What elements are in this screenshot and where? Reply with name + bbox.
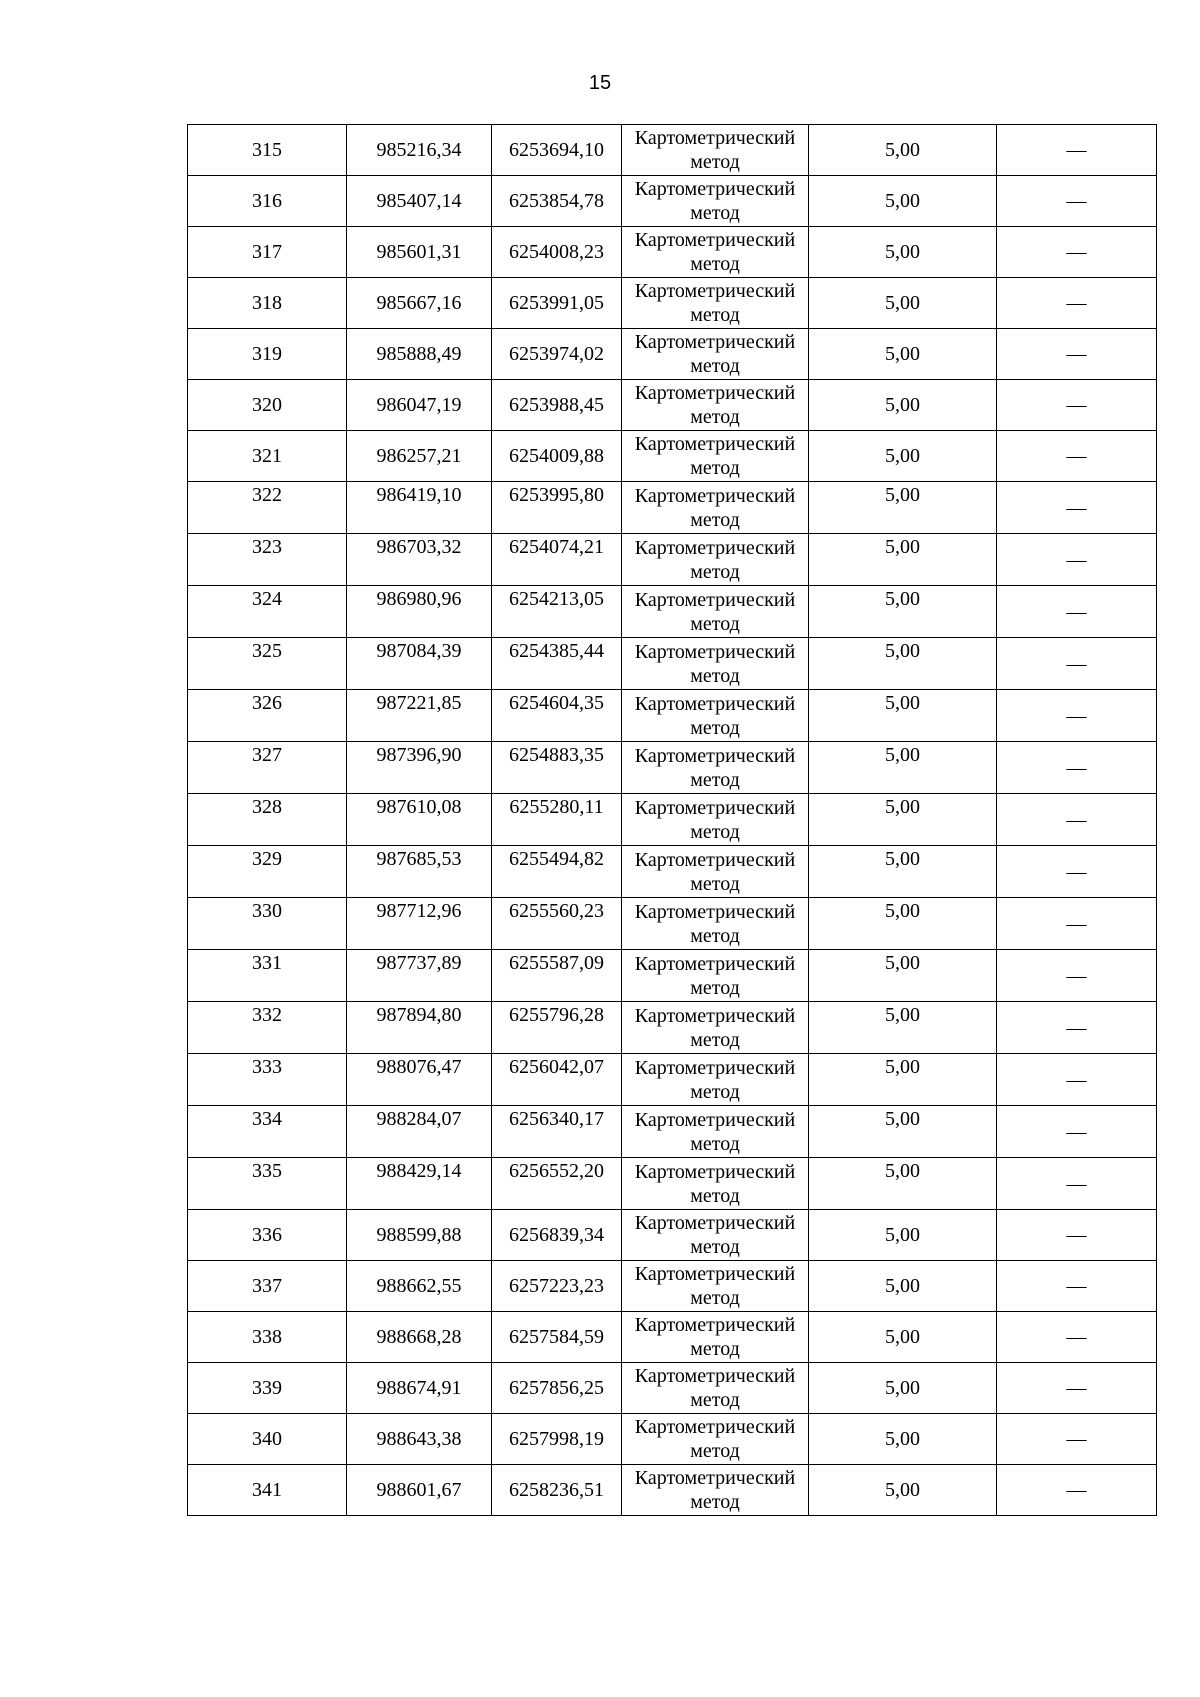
description-cell: [997, 176, 1157, 227]
method-line-1: Картометрический: [634, 484, 796, 507]
description-cell: [997, 690, 1157, 742]
accuracy-cell: 5,00: [809, 1106, 997, 1158]
method-cell: [622, 1363, 809, 1414]
coordinates-table-body: [188, 125, 1157, 1516]
coordinate-x-cell: 986980,96: [347, 586, 492, 638]
method-line-1: Картометрический: [634, 1365, 796, 1387]
method-line-2: метод: [690, 1287, 740, 1309]
method-cell: [622, 1465, 809, 1516]
table-row: [188, 125, 1157, 176]
method-line-2: метод: [690, 1389, 740, 1411]
table-row: [188, 1312, 1157, 1363]
dash-mark: —: [1066, 343, 1087, 365]
coordinate-y-cell: 6257584,59: [492, 1312, 622, 1363]
method-line-2: метод: [690, 151, 740, 173]
method-cell: [622, 1261, 809, 1312]
coordinate-y-cell: 6254008,23: [492, 227, 622, 278]
description-cell: [997, 227, 1157, 278]
coordinate-y-cell: 6253995,80: [492, 482, 622, 534]
coordinate-x-cell: 988601,67: [347, 1465, 492, 1516]
method-line-1: Картометрический: [634, 1467, 796, 1489]
method-line-1: Картометрический: [634, 229, 796, 251]
point-number-cell: 319: [188, 329, 347, 380]
accuracy-cell: 5,00: [809, 227, 997, 278]
method-line-2: метод: [690, 560, 740, 583]
method-line-1: Картометрический: [634, 1056, 796, 1079]
table-row: [188, 278, 1157, 329]
accuracy-cell: 5,00: [809, 1363, 997, 1414]
accuracy-cell: 5,00: [809, 1312, 997, 1363]
method-cell: [622, 1210, 809, 1261]
method-line-2: метод: [690, 768, 740, 791]
method-line-1: Картометрический: [634, 588, 796, 611]
coordinate-x-cell: 987221,85: [347, 690, 492, 742]
accuracy-cell: 5,00: [809, 1158, 997, 1210]
coordinate-x-cell: 988076,47: [347, 1054, 492, 1106]
method-line-1: Картометрический: [634, 744, 796, 767]
dash-mark: —: [1066, 1326, 1087, 1348]
method-cell: [622, 638, 809, 690]
accuracy-cell: 5,00: [809, 176, 997, 227]
accuracy-cell: 5,00: [809, 950, 997, 1002]
description-cell: [997, 846, 1157, 898]
coordinate-x-cell: 988643,38: [347, 1414, 492, 1465]
method-cell: [622, 482, 809, 534]
point-number-cell: 332: [188, 1002, 347, 1054]
point-number-cell: 324: [188, 586, 347, 638]
coordinate-y-cell: 6256042,07: [492, 1054, 622, 1106]
dash-mark: —: [1066, 241, 1087, 263]
coordinate-x-cell: 985888,49: [347, 329, 492, 380]
accuracy-cell: 5,00: [809, 431, 997, 482]
method-line-2: метод: [690, 820, 740, 843]
method-line-1: Картометрический: [634, 1004, 796, 1027]
point-number-cell: 335: [188, 1158, 347, 1210]
description-cell: [997, 125, 1157, 176]
coordinate-x-cell: 986257,21: [347, 431, 492, 482]
method-line-2: метод: [690, 1491, 740, 1513]
table-row: [188, 950, 1157, 1002]
table-row: [188, 794, 1157, 846]
description-cell: [997, 1363, 1157, 1414]
dash-mark: —: [1066, 1016, 1087, 1039]
dash-mark: —: [1066, 1120, 1087, 1143]
method-line-2: метод: [690, 1184, 740, 1207]
coordinate-y-cell: 6254604,35: [492, 690, 622, 742]
description-cell: [997, 278, 1157, 329]
description-cell: [997, 586, 1157, 638]
table-row: [188, 227, 1157, 278]
method-cell: [622, 380, 809, 431]
point-number-cell: 329: [188, 846, 347, 898]
coordinate-y-cell: 6253974,02: [492, 329, 622, 380]
method-cell: [622, 742, 809, 794]
coordinate-y-cell: 6257856,25: [492, 1363, 622, 1414]
table-row: [188, 1261, 1157, 1312]
description-cell: [997, 742, 1157, 794]
method-line-1: Картометрический: [634, 952, 796, 975]
dash-mark: —: [1066, 1172, 1087, 1195]
accuracy-cell: 5,00: [809, 1465, 997, 1516]
description-cell: [997, 534, 1157, 586]
method-line-2: метод: [690, 664, 740, 687]
table-row: [188, 586, 1157, 638]
coordinates-table: [187, 124, 1157, 1516]
point-number-cell: 340: [188, 1414, 347, 1465]
coordinate-y-cell: 6254009,88: [492, 431, 622, 482]
accuracy-cell: 5,00: [809, 742, 997, 794]
method-line-2: метод: [690, 612, 740, 635]
dash-mark: —: [1066, 1377, 1087, 1399]
method-line-1: Картометрический: [634, 1212, 796, 1234]
description-cell: [997, 1210, 1157, 1261]
point-number-cell: 323: [188, 534, 347, 586]
dash-mark: —: [1066, 860, 1087, 883]
coordinate-x-cell: 986419,10: [347, 482, 492, 534]
method-line-1: Картометрический: [634, 127, 796, 149]
method-line-1: Картометрический: [634, 433, 796, 455]
table-row: [188, 431, 1157, 482]
coordinate-x-cell: 987610,08: [347, 794, 492, 846]
description-cell: [997, 794, 1157, 846]
table-row: [188, 690, 1157, 742]
method-line-1: Картометрический: [634, 1416, 796, 1438]
table-row: [188, 329, 1157, 380]
coordinate-x-cell: 987396,90: [347, 742, 492, 794]
point-number-cell: 334: [188, 1106, 347, 1158]
point-number-cell: 328: [188, 794, 347, 846]
dash-mark: —: [1066, 1479, 1087, 1501]
coordinate-x-cell: 988668,28: [347, 1312, 492, 1363]
method-line-2: метод: [690, 1236, 740, 1258]
description-cell: [997, 1106, 1157, 1158]
coordinate-x-cell: 987084,39: [347, 638, 492, 690]
method-line-2: метод: [690, 253, 740, 275]
method-line-2: метод: [690, 872, 740, 895]
coordinate-y-cell: 6257998,19: [492, 1414, 622, 1465]
point-number-cell: 327: [188, 742, 347, 794]
dash-mark: —: [1066, 652, 1087, 675]
method-line-1: Картометрический: [634, 331, 796, 353]
coordinate-y-cell: 6255587,09: [492, 950, 622, 1002]
method-line-1: Картометрический: [634, 900, 796, 923]
point-number-cell: 316: [188, 176, 347, 227]
description-cell: [997, 431, 1157, 482]
method-cell: [622, 846, 809, 898]
method-line-1: Картометрический: [634, 640, 796, 663]
dash-mark: —: [1066, 1068, 1087, 1091]
point-number-cell: 339: [188, 1363, 347, 1414]
coordinate-x-cell: 987737,89: [347, 950, 492, 1002]
table-row: [188, 482, 1157, 534]
point-number-cell: 333: [188, 1054, 347, 1106]
method-cell: [622, 898, 809, 950]
accuracy-cell: 5,00: [809, 1002, 997, 1054]
accuracy-cell: 5,00: [809, 638, 997, 690]
table-row: [188, 898, 1157, 950]
dash-mark: —: [1066, 1275, 1087, 1297]
description-cell: [997, 950, 1157, 1002]
coordinate-y-cell: 6253854,78: [492, 176, 622, 227]
dash-mark: —: [1066, 496, 1087, 519]
coordinate-y-cell: 6256839,34: [492, 1210, 622, 1261]
point-number-cell: 325: [188, 638, 347, 690]
coordinate-x-cell: 985407,14: [347, 176, 492, 227]
point-number-cell: 315: [188, 125, 347, 176]
coordinate-x-cell: 985601,31: [347, 227, 492, 278]
dash-mark: —: [1066, 912, 1087, 935]
dash-mark: —: [1066, 445, 1087, 467]
accuracy-cell: 5,00: [809, 534, 997, 586]
table-row: [188, 742, 1157, 794]
coordinate-y-cell: 6258236,51: [492, 1465, 622, 1516]
method-cell: [622, 1002, 809, 1054]
table-row: [188, 380, 1157, 431]
accuracy-cell: 5,00: [809, 898, 997, 950]
method-line-1: Картометрический: [634, 1263, 796, 1285]
coordinate-x-cell: 987894,80: [347, 1002, 492, 1054]
method-cell: [622, 1414, 809, 1465]
coordinate-x-cell: 986047,19: [347, 380, 492, 431]
method-line-2: метод: [690, 1028, 740, 1051]
page-number: 15: [588, 72, 612, 94]
table-row: [188, 1414, 1157, 1465]
point-number-cell: 341: [188, 1465, 347, 1516]
method-line-2: метод: [690, 355, 740, 377]
point-number-cell: 326: [188, 690, 347, 742]
dash-mark: —: [1066, 394, 1087, 416]
accuracy-cell: 5,00: [809, 329, 997, 380]
description-cell: [997, 1002, 1157, 1054]
table-row: [188, 176, 1157, 227]
method-line-2: метод: [690, 457, 740, 479]
coordinate-y-cell: 6255796,28: [492, 1002, 622, 1054]
method-cell: [622, 534, 809, 586]
method-cell: [622, 1312, 809, 1363]
point-number-cell: 320: [188, 380, 347, 431]
method-cell: [622, 1158, 809, 1210]
description-cell: [997, 380, 1157, 431]
coordinate-y-cell: 6254385,44: [492, 638, 622, 690]
table-row: [188, 1210, 1157, 1261]
method-line-1: Картометрический: [634, 796, 796, 819]
coordinate-y-cell: 6255560,23: [492, 898, 622, 950]
method-cell: [622, 1054, 809, 1106]
point-number-cell: 331: [188, 950, 347, 1002]
table-row: [188, 846, 1157, 898]
accuracy-cell: 5,00: [809, 1210, 997, 1261]
table-row: [188, 1158, 1157, 1210]
dash-mark: —: [1066, 1428, 1087, 1450]
method-cell: [622, 125, 809, 176]
coordinate-y-cell: 6254213,05: [492, 586, 622, 638]
method-line-1: Картометрический: [634, 1314, 796, 1336]
method-cell: [622, 690, 809, 742]
description-cell: [997, 1312, 1157, 1363]
table-row: [188, 534, 1157, 586]
method-line-1: Картометрический: [634, 382, 796, 404]
coordinate-x-cell: 987685,53: [347, 846, 492, 898]
coordinate-x-cell: 988429,14: [347, 1158, 492, 1210]
dash-mark: —: [1066, 964, 1087, 987]
method-line-2: метод: [690, 304, 740, 326]
point-number-cell: 330: [188, 898, 347, 950]
method-cell: [622, 1106, 809, 1158]
method-line-2: метод: [690, 976, 740, 999]
coordinate-y-cell: 6253991,05: [492, 278, 622, 329]
method-cell: [622, 329, 809, 380]
description-cell: [997, 1261, 1157, 1312]
point-number-cell: 322: [188, 482, 347, 534]
method-cell: [622, 794, 809, 846]
method-line-1: Картометрический: [634, 1108, 796, 1131]
method-line-1: Картометрический: [634, 280, 796, 302]
coordinate-x-cell: 987712,96: [347, 898, 492, 950]
coordinate-y-cell: 6255280,11: [492, 794, 622, 846]
description-cell: [997, 1158, 1157, 1210]
table-row: [188, 1465, 1157, 1516]
accuracy-cell: 5,00: [809, 586, 997, 638]
description-cell: [997, 898, 1157, 950]
method-line-2: метод: [690, 202, 740, 224]
description-cell: [997, 329, 1157, 380]
method-cell: [622, 227, 809, 278]
coordinate-x-cell: 985667,16: [347, 278, 492, 329]
accuracy-cell: 5,00: [809, 125, 997, 176]
point-number-cell: 337: [188, 1261, 347, 1312]
coordinate-y-cell: 6253694,10: [492, 125, 622, 176]
dash-mark: —: [1066, 808, 1087, 831]
coordinate-y-cell: 6254074,21: [492, 534, 622, 586]
accuracy-cell: 5,00: [809, 1054, 997, 1106]
method-line-1: Картометрический: [634, 848, 796, 871]
table-row: [188, 1363, 1157, 1414]
dash-mark: —: [1066, 704, 1087, 727]
coordinate-x-cell: 986703,32: [347, 534, 492, 586]
coordinate-x-cell: 988599,88: [347, 1210, 492, 1261]
accuracy-cell: 5,00: [809, 1261, 997, 1312]
coordinate-x-cell: 988284,07: [347, 1106, 492, 1158]
accuracy-cell: 5,00: [809, 794, 997, 846]
method-cell: [622, 176, 809, 227]
method-line-2: метод: [690, 716, 740, 739]
dash-mark: —: [1066, 600, 1087, 623]
point-number-cell: 338: [188, 1312, 347, 1363]
method-line-2: метод: [690, 508, 740, 531]
accuracy-cell: 5,00: [809, 1414, 997, 1465]
coordinate-y-cell: 6256552,20: [492, 1158, 622, 1210]
coordinate-y-cell: 6254883,35: [492, 742, 622, 794]
coordinate-x-cell: 988674,91: [347, 1363, 492, 1414]
method-cell: [622, 950, 809, 1002]
description-cell: [997, 482, 1157, 534]
method-line-1: Картометрический: [634, 692, 796, 715]
point-number-cell: 321: [188, 431, 347, 482]
dash-mark: —: [1066, 1224, 1087, 1246]
coordinate-y-cell: 6256340,17: [492, 1106, 622, 1158]
dash-mark: —: [1066, 756, 1087, 779]
method-cell: [622, 431, 809, 482]
method-line-2: метод: [690, 1440, 740, 1462]
method-line-2: метод: [690, 1080, 740, 1103]
coordinate-y-cell: 6253988,45: [492, 380, 622, 431]
coordinate-y-cell: 6255494,82: [492, 846, 622, 898]
accuracy-cell: 5,00: [809, 846, 997, 898]
method-line-2: метод: [690, 1338, 740, 1360]
method-line-2: метод: [690, 1132, 740, 1155]
description-cell: [997, 638, 1157, 690]
accuracy-cell: 5,00: [809, 380, 997, 431]
method-line-2: метод: [690, 406, 740, 428]
method-line-1: Картометрический: [634, 1160, 796, 1183]
table-row: [188, 1002, 1157, 1054]
point-number-cell: 318: [188, 278, 347, 329]
coordinate-x-cell: 988662,55: [347, 1261, 492, 1312]
dash-mark: —: [1066, 190, 1087, 212]
point-number-cell: 336: [188, 1210, 347, 1261]
dash-mark: —: [1066, 139, 1087, 161]
table-row: [188, 1054, 1157, 1106]
coordinate-x-cell: 985216,34: [347, 125, 492, 176]
method-line-1: Картометрический: [634, 536, 796, 559]
method-line-1: Картометрический: [634, 178, 796, 200]
description-cell: [997, 1465, 1157, 1516]
point-number-cell: 317: [188, 227, 347, 278]
dash-mark: —: [1066, 292, 1087, 314]
table-row: [188, 638, 1157, 690]
method-cell: [622, 586, 809, 638]
method-line-2: метод: [690, 924, 740, 947]
accuracy-cell: 5,00: [809, 482, 997, 534]
description-cell: [997, 1054, 1157, 1106]
accuracy-cell: 5,00: [809, 690, 997, 742]
method-cell: [622, 278, 809, 329]
description-cell: [997, 1414, 1157, 1465]
coordinate-y-cell: 6257223,23: [492, 1261, 622, 1312]
accuracy-cell: 5,00: [809, 278, 997, 329]
table-row: [188, 1106, 1157, 1158]
dash-mark: —: [1066, 548, 1087, 571]
